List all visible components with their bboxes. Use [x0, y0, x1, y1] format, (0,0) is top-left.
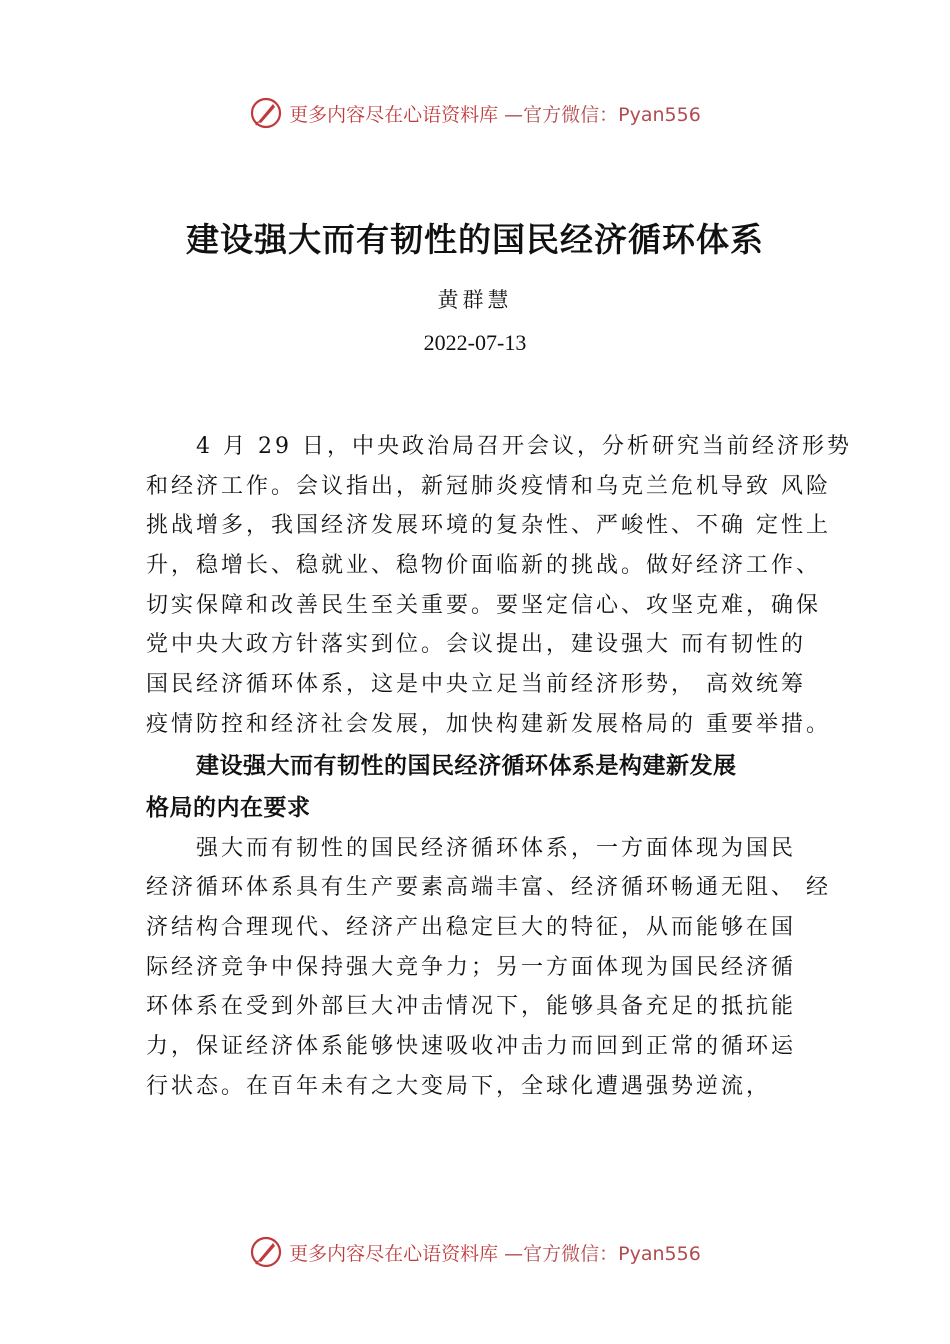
text-line: 强大而有韧性的国民经济循环体系，一方面体现为国民 — [196, 835, 797, 861]
quill-logo-icon — [249, 96, 283, 130]
article-author: 黄群慧 — [437, 288, 513, 312]
watermark-link[interactable]: 更多内容尽在心语资料库 — [289, 103, 499, 126]
text-line: 国民经济循环体系，这是中央立足当前经济形势， 高效统筹 — [146, 672, 806, 698]
heading-line: 格局的内在要求 — [146, 794, 311, 821]
text-line: 党中央大政方针落实到位。会议提出，建设强大 而有韧性的 — [146, 632, 806, 658]
text-line: 力，保证经济体系能够快速吸收冲击力而回到正常的循环运 — [146, 1033, 797, 1059]
article-date: 2022-07-13 — [423, 330, 527, 355]
text-line: 和经济工作。会议指出，新冠肺炎疫情和乌克兰危机导致 风险 — [146, 473, 831, 499]
text-line: 际经济竞争中保持强大竞争力；另一方面体现为国民经济循 — [146, 954, 797, 980]
article-body — [146, 427, 852, 1106]
text-line: 经济循环体系具有生产要素高端丰富、经济循环畅通无阻、 经 — [146, 875, 831, 901]
header-watermark — [0, 96, 950, 130]
text-line: 升，稳增长、稳就业、稳物价面临新的挑战。做好经济工作、 — [146, 553, 822, 579]
watermark-wechat: —官方微信：Pyan556 — [504, 103, 701, 126]
text-line: 济结构合理现代、经济产出稳定巨大的特征，从而能够在国 — [146, 914, 797, 940]
text-line: 挑战增多，我国经济发展环境的复杂性、严峻性、不确 定性上 — [146, 513, 831, 539]
article-title: 建设强大而有韧性的国民经济循环体系 — [186, 220, 764, 259]
quill-logo-icon — [249, 1235, 283, 1269]
heading-line: 建设强大而有韧性的国民经济循环体系是构建新发展 — [196, 752, 737, 779]
paragraph-2 — [146, 829, 836, 1107]
text-line: 切实保障和改善民生至关重要。要坚定信心、攻坚克难，确保 — [146, 592, 822, 618]
watermark-wechat: —官方微信：Pyan556 — [504, 1242, 701, 1265]
text-line: 4 月 29 日，中央政治局召开会议，分析研究当前经济形势 — [196, 434, 852, 459]
watermark-link[interactable]: 更多内容尽在心语资料库 — [289, 1242, 499, 1265]
footer-watermark — [0, 1235, 950, 1269]
text-line: 环体系在受到外部巨大冲击情况下，能够具备充足的抵抗能 — [146, 994, 797, 1020]
section-heading — [146, 745, 836, 829]
text-line: 行状态。在百年未有之大变局下，全球化遭遇强势逆流， — [146, 1073, 772, 1099]
text-line: 疫情防控和经济社会发展，加快构建新发展格局的 重要举措。 — [146, 711, 831, 737]
paragraph-1 — [146, 427, 852, 745]
